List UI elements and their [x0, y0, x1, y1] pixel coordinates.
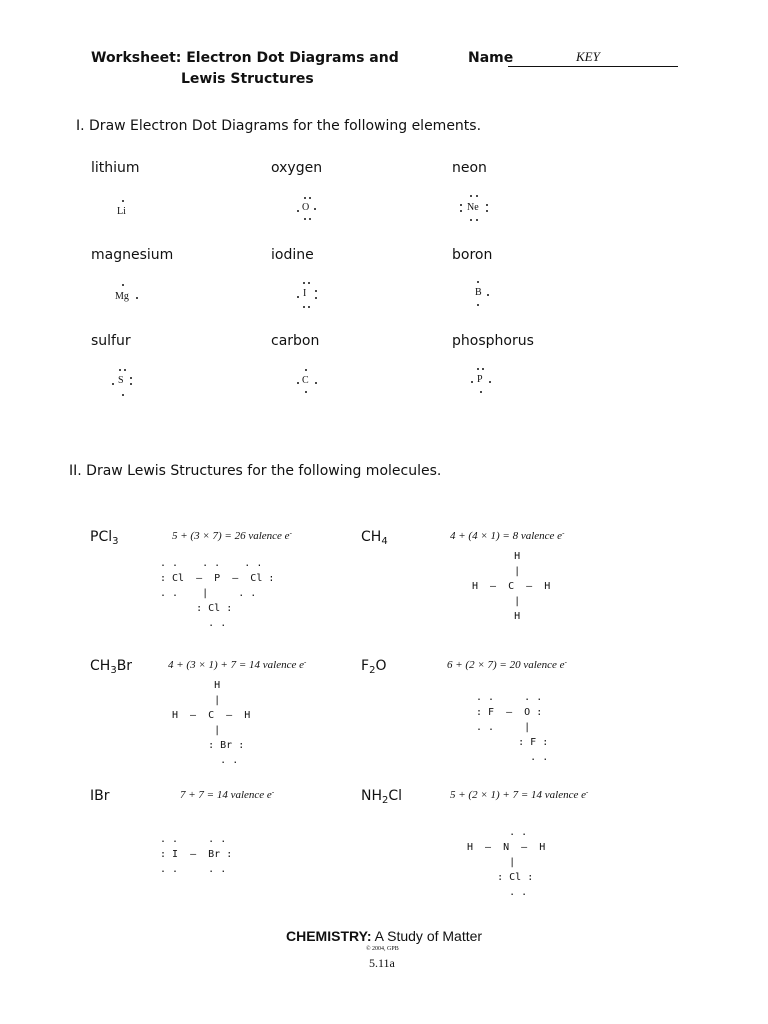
molecule-formula-ch3br: $CH_3Br$ — [90, 658, 133, 676]
footer-brand: CHEMISTRY: A Study of Matter — [286, 928, 483, 944]
element-name-carbon: carbon — [271, 333, 320, 349]
valence-calc-ch3br: 4 + (3 × 1) + 7 = 14 valence e- — [168, 658, 307, 671]
element-symbol: P — [477, 374, 483, 385]
element-name-phosphorus: phosphorus — [452, 333, 534, 349]
element-symbol: Ne — [467, 202, 479, 213]
molecule-formula-f2o: $F_2O$ — [361, 658, 387, 676]
element-name-neon: neon — [452, 160, 487, 176]
element-name-iodine: iodine — [271, 247, 314, 263]
molecule-formula-ibr: IBr — [90, 788, 110, 804]
dot-diagram-magnesium — [112, 280, 148, 306]
lewis-structure-f2o: . . . . : F – O : . . | : F : . . — [476, 692, 549, 763]
lewis-structure-nh2cl: . . H – N – H | : Cl : . . — [467, 827, 546, 898]
dot-diagram-sulfur — [108, 364, 140, 398]
dot-diagram-carbon — [292, 366, 324, 396]
molecule-formula-nh2cl: $NH_2Cl$ — [361, 788, 403, 806]
dot-diagram-neon — [455, 192, 493, 224]
dot-diagram-phosphorus — [466, 364, 498, 396]
element-symbol: C — [302, 375, 309, 386]
section2-heading: II. Draw Lewis Structures for the following molecules. — [69, 463, 442, 479]
molecule-formula-pcl3: PCl$_3$ — [90, 529, 119, 547]
lewis-structure-ch4: H | H – C – H | H — [472, 551, 551, 622]
section1-heading: I. Draw Electron Dot Diagrams for the following elements. — [76, 118, 482, 134]
name-underline — [508, 66, 678, 67]
valence-calc-ch4: 4 + (4 × 1) = 8 valence e- — [450, 529, 565, 542]
worksheet-title-line1: Worksheet: Electron Dot Diagrams and — [91, 50, 399, 66]
element-symbol: B — [475, 287, 482, 298]
name-label: Name — [468, 50, 514, 66]
lewis-structure-ch3br: H | H – C – H | : Br : . . — [172, 680, 251, 766]
footer-page-number: 5.11a — [369, 956, 395, 970]
footer-copyright: © 2004, GPB — [366, 946, 399, 952]
element-symbol: Li — [117, 206, 126, 217]
element-symbol: S — [118, 375, 124, 386]
dot-diagram-iodine — [292, 278, 324, 310]
lewis-structure-ibr: . . . . : I – Br : . . . . — [160, 834, 233, 875]
dot-diagram-lithium — [112, 196, 142, 222]
dot-diagram-oxygen — [292, 192, 324, 224]
element-symbol: I — [303, 288, 307, 299]
element-name-oxygen: oxygen — [271, 160, 323, 176]
element-symbol: Mg — [115, 291, 129, 302]
lewis-structure-pcl3: . . . . . . : Cl – P – Cl : . . | . . : Cl : . . — [160, 558, 275, 629]
worksheet-title-line2: Lewis Structures — [181, 71, 314, 87]
valence-calc-ibr: 7 + 7 = 14 valence e- — [180, 788, 275, 801]
dot-diagram-boron — [466, 278, 496, 310]
name-value: KEY — [576, 49, 600, 64]
element-name-boron: boron — [452, 247, 493, 263]
molecule-formula-ch4: $CH_4$ — [361, 529, 388, 547]
valence-calc-nh2cl: 5 + (2 × 1) + 7 = 14 valence e- — [450, 788, 589, 801]
element-name-sulfur: sulfur — [91, 333, 131, 349]
valence-calc-f2o: 6 + (2 × 7) = 20 valence e- — [447, 658, 567, 671]
valence-calc-pcl3: 5 + (3 × 7) = 26 valence e- — [172, 529, 292, 542]
element-name-magnesium: magnesium — [91, 247, 174, 263]
element-name-lithium: lithium — [91, 160, 140, 176]
element-symbol: O — [302, 202, 310, 213]
